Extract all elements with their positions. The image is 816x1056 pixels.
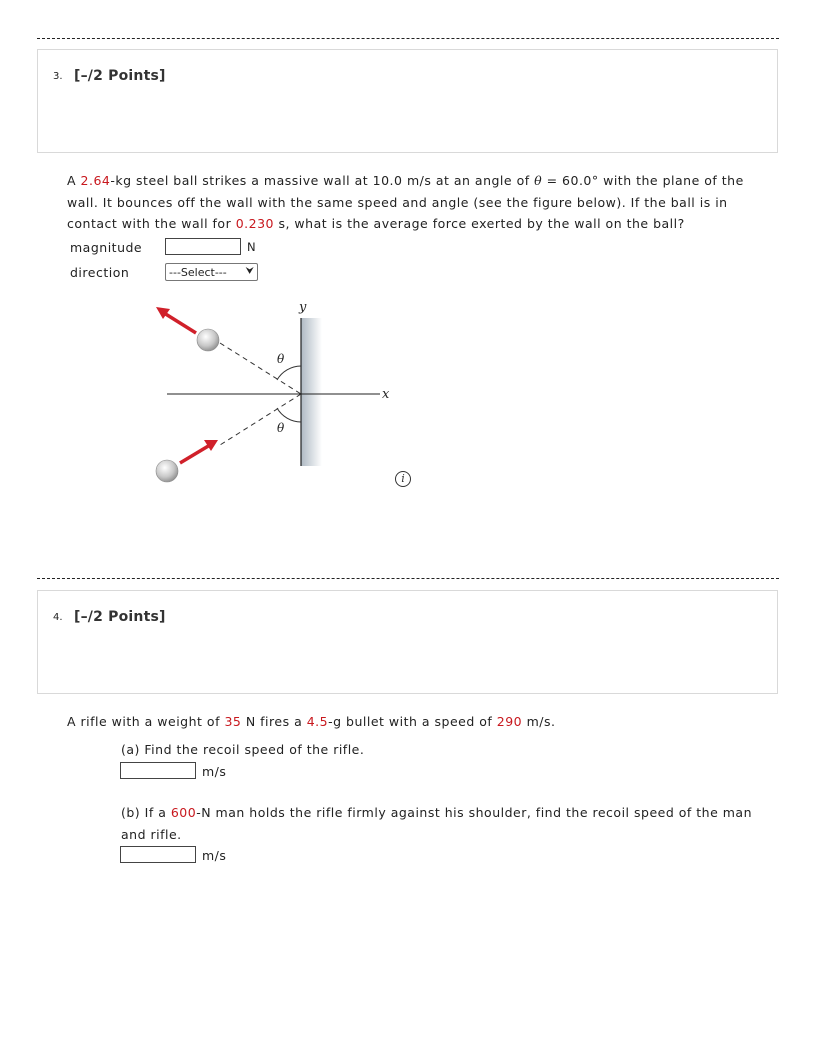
- weight-value: 35: [224, 714, 242, 729]
- magnitude-input[interactable]: [165, 238, 241, 255]
- part-a-answer-input[interactable]: [120, 762, 196, 779]
- direction-select[interactable]: [165, 263, 258, 281]
- part-b-unit: m/s: [202, 848, 227, 863]
- question-header-box: [37, 590, 778, 694]
- question-number: 3.: [53, 71, 63, 82]
- magnitude-unit: N: [247, 240, 257, 254]
- problem-text: A rifle with a weight of 35 N fires a 4.5-g bullet with a speed of 290 m/s.: [67, 714, 556, 729]
- theta-label-bottom: θ: [277, 421, 285, 435]
- outgoing-velocity-arrow: [164, 313, 196, 333]
- wall: [301, 318, 322, 466]
- direction-label: direction: [70, 265, 130, 280]
- speed-value: 290: [496, 714, 523, 729]
- y-axis-label: y: [299, 300, 307, 315]
- angle-arc-top: [277, 366, 301, 380]
- direction-selected-value: ---Select---: [169, 266, 227, 279]
- theta-label-top: θ: [277, 352, 285, 366]
- chevron-down-icon: ⮟: [245, 266, 254, 277]
- angle-arc-bottom: [277, 408, 301, 422]
- section-divider: [37, 578, 779, 579]
- ball-bottom: [156, 460, 178, 482]
- question-header-box: [37, 49, 778, 153]
- part-b-prompt: (b) If a 600-N man holds the rifle firmly against his shoulder, find the recoil speed of the man and rifle.: [121, 805, 752, 842]
- collision-figure: [150, 295, 400, 490]
- question-points: [–/2 Points]: [74, 68, 166, 84]
- part-a-prompt: (a) Find the recoil speed of the rifle.: [121, 742, 365, 757]
- question-number: 4.: [53, 612, 63, 623]
- magnitude-label: magnitude: [70, 240, 143, 255]
- ball-top: [197, 329, 219, 351]
- time-value: 0.230: [235, 216, 274, 231]
- bullet-mass-value: 4.5: [306, 714, 329, 729]
- problem-text: A 2.64-kg steel ball strikes a massive wall at 10.0 m/s at an angle of θ = 60.0° with the plane of the wall. It bounces off the wall with the same speed and angle (see the figure below). If the ball is in contact with the wall for 0.230 s, what is the average force exerted by the wall on the ball?: [67, 173, 744, 231]
- mass-value: 2.64: [80, 173, 111, 188]
- man-weight-value: 600: [170, 805, 197, 820]
- question-points: [–/2 Points]: [74, 609, 166, 625]
- incoming-velocity-arrow: [180, 445, 210, 463]
- part-b-answer-input[interactable]: [120, 846, 196, 863]
- section-divider: [37, 38, 779, 39]
- info-icon[interactable]: i: [395, 471, 411, 487]
- part-a-unit: m/s: [202, 764, 227, 779]
- x-axis-label: x: [382, 387, 390, 402]
